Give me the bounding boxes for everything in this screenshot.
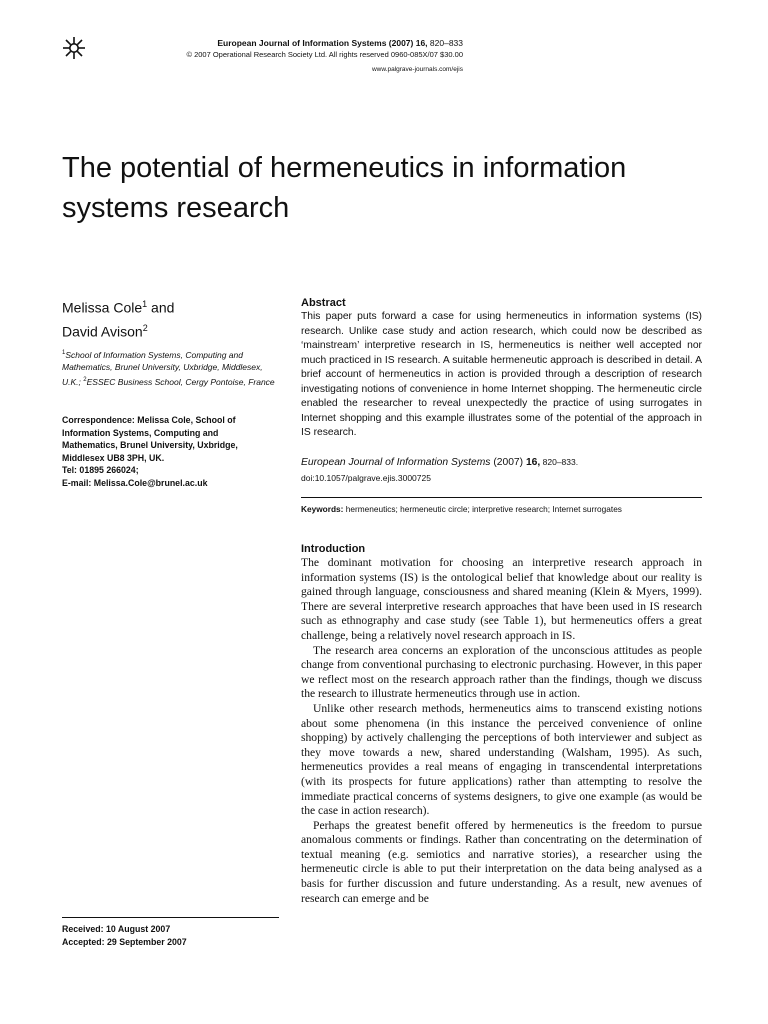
abstract-text: This paper puts forward a case for using hermeneutics in information systems (IS) research. Unlike case study and action research, which could now be described as ‘mainstream’ interpretive research in IS, hermeneutics is neither well accepted nor much practiced in IS research. A suitable hermeneutic approach is described in detail. A brief account of hermeneutics in action is provided through a description of research investigating notions of convenience in home Internet shopping. The hermeneutic circle enabled the researcher to reveal unexpectedly the practice of using surrogates in Internet shopping and this example illustrates some of the potential of the approach in IS research.: [301, 311, 702, 438]
author-affiliation-mark: 1: [142, 299, 148, 309]
paper-title: The potential of hermeneutics in information systems research: [62, 152, 627, 224]
introduction-paragraph: The research area concerns an exploration of the unconscious attitudes as people change from conventional purchasing to electronic purchasing. However, in this paper we reflect most on the research approach rather than the findings, though we discuss the research to illustrate hermeneutics through use in action.: [301, 643, 702, 701]
affiliation-mark: 1: [62, 350, 66, 356]
received-date: Received: 10 August 2007: [62, 924, 171, 934]
journal-citation-header: [217, 38, 463, 48]
abstract-heading: Abstract: [301, 297, 346, 309]
correspondence-line: Tel: 01895 266024;: [62, 465, 139, 476]
author-name: David Avison: [62, 323, 143, 340]
correspondence-email[interactable]: E-mail: Melissa.Cole@brunel.ac.uk: [62, 477, 208, 488]
introduction-paragraph: Unlike other research methods, hermeneutics aims to transcend existing notions about some phenomena (in this instance the perceived convenience of online shopping) by actively challenging the perceptions of both interviewer and subject as they move towards a new, shared understanding (Walsham, 1995). As such, hermeneutics provides a real means of engaging in transcendental interpretations (with its prospects for future applications) rather than attempting to resolve the immediate practical concerns of systems designers, to give one example (as would be the case in action research).: [301, 701, 702, 818]
author-line-2: [62, 318, 292, 342]
citation-pages: 820–833.: [540, 457, 579, 467]
submission-dates: [62, 923, 187, 949]
journal-pages: 820–833: [427, 38, 463, 48]
keywords-text: hermeneutics; hermeneutic circle; interpretive research; Internet surrogates: [343, 504, 622, 514]
citation-year: (2007): [490, 457, 526, 468]
journal-url-link[interactable]: www.palgrave-journals.com/ejis: [371, 66, 463, 73]
author-affiliation-mark: 2: [142, 322, 148, 333]
affiliation-text: School of Information Systems, Computing and Mathematics, Brunel University, Uxbridge, Middlesex, U.K.;: [62, 349, 263, 387]
affiliations: [62, 347, 280, 388]
citation-volume: 16,: [525, 457, 541, 468]
copyright-line: © 2007 Operational Research Society Ltd. All rights reserved 0960-085X/07 $30.00: [186, 50, 463, 59]
introduction-paragraph: Perhaps the greatest benefit offered by hermeneutics is the freedom to pursue anomalous comments or findings. Rather than concentrating on the determination of textual meaning (e.g. semiotics and narrative stories), a researcher using the hermeneutic circle is able to put their interpretation on the data being analysed as a basis for further discussion and future understanding. As a result, new avenues of research can emerge and be: [301, 818, 702, 905]
introduction-paragraph: The dominant motivation for choosing an interpretive research approach in information systems (IS) is the ontological belief that knowledge about our reality is gained through language, consciousness and shared meaning (Klein & Myers, 1999). There are several interpretive research approaches that have been used in IS research such as ethnography and case study (see Table 1), but hermeneutics offers a great challenge, being a relatively novel research approach in IS.: [301, 556, 702, 642]
abstract-citation: [301, 457, 578, 468]
keywords-label: Keywords:: [301, 504, 344, 514]
correspondence-line: Mathematics, Brunel University, Uxbridge,: [62, 440, 238, 451]
keywords-divider: [301, 497, 702, 498]
author-conjunction: and: [147, 299, 175, 316]
introduction-body: [301, 556, 702, 906]
abstract-body: [301, 310, 702, 441]
author-name: Melissa Cole: [62, 299, 143, 316]
author-line-1: [62, 294, 292, 318]
dates-divider: [62, 917, 279, 918]
keywords-line: [301, 504, 622, 514]
journal-name: European Journal of Information Systems (2007) 16,: [217, 38, 428, 48]
correspondence-line: Middlesex UB8 3PH, UK.: [62, 452, 165, 463]
author-list: [62, 294, 292, 341]
affiliation-text: ESSEC Business School, Cergy Pontoise, France: [86, 376, 275, 387]
citation-journal: European Journal of Information Systems: [301, 457, 491, 468]
publisher-logo-icon: [62, 36, 86, 60]
affiliation-mark: 2: [83, 377, 87, 384]
introduction-heading: Introduction: [301, 543, 366, 555]
doi-link[interactable]: doi:10.1057/palgrave.ejis.3000725: [301, 473, 431, 483]
accepted-date: Accepted: 29 September 2007: [62, 937, 187, 947]
correspondence-line: Correspondence: Melissa Cole, School of: [62, 415, 236, 425]
correspondence-block: [62, 414, 280, 490]
correspondence-line: Information Systems, Computing and: [62, 427, 219, 438]
